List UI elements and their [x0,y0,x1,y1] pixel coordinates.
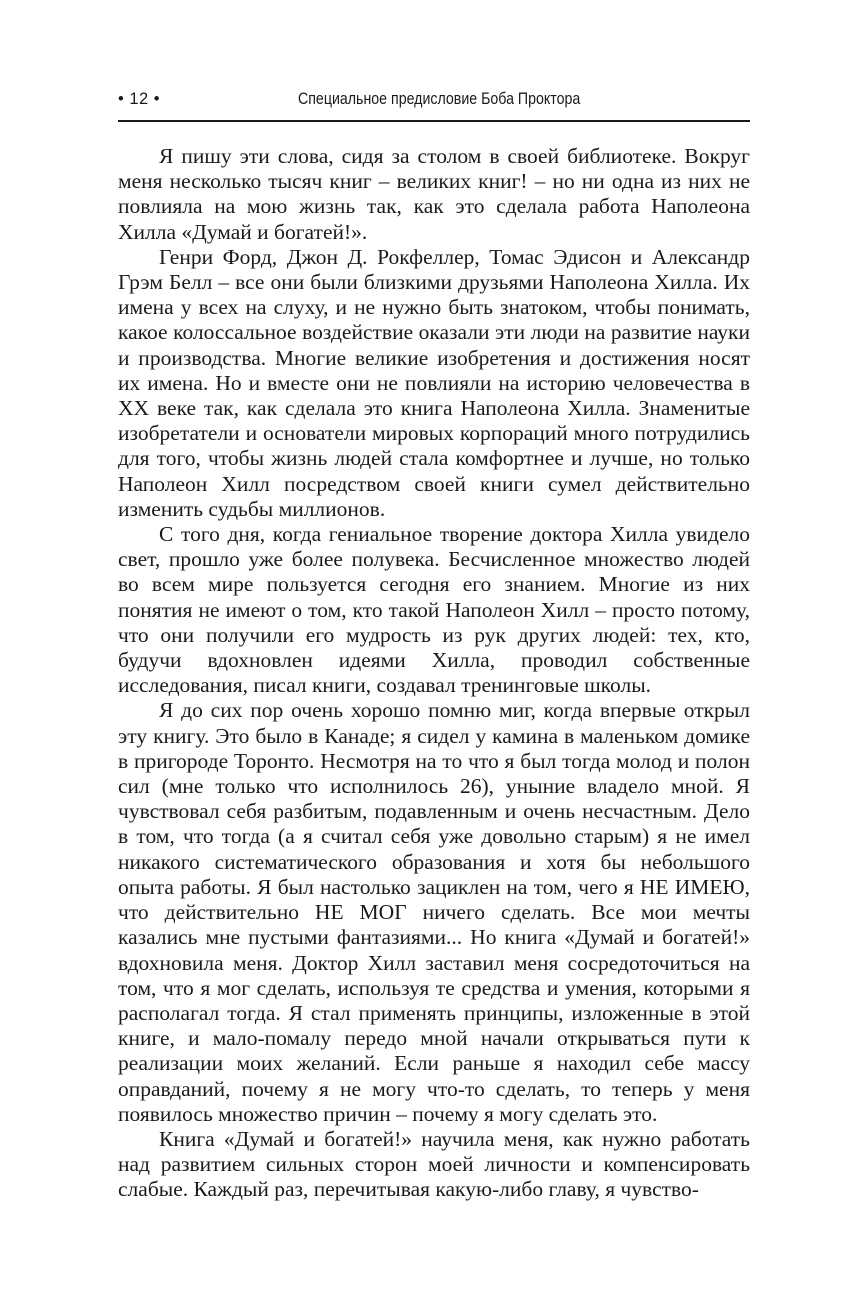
body-text [118,144,750,1203]
header-rule [118,120,750,122]
paragraph-1: Я пишу эти слова, сидя за столом в своей библиотеке. Вокруг меня несколько тысяч книг – великих книг! – но ни одна из них не повлияла на мою жизнь так, как это сделала работа Наполеона Хилла «Думай и богатей!». [118,144,750,244]
running-title: Специальное предисловие Боба Проктора [298,90,581,108]
paragraph-4: Я до сих пор очень хорошо помню миг, когда впервые открыл эту книгу. Это было в Канаде; я сидел у камина в маленьком домике в пригороде Торонто. Несмотря на то что я был тогда молод и полон сил (мне только что исполнилось 26), уныние владело мной. Я чувствовал себя разбитым, подавленным и очень несчастным. Дело в том, что тогда (а я считал себя уже довольно старым) я не имел никакого систематического образования и хотя бы небольшого опыта работы. Я был настолько зациклен на том, чего я НЕ ИМЕЮ, что действительно НЕ МОГ ничего сделать. Все мои мечты казались мне пустыми фантазиями... Но книга «Думай и богатей!» вдохновила меня. Доктор Хилл заставил меня сосредоточиться на том, что я мог сделать, используя те средства и умения, которыми я располагал тогда. Я стал применять принципы, изложенные в этой книге, и мало-помалу передо мной начали открываться пути к реализации моих желаний. Если раньше я находил себе массу оправданий, почему я не могу что-то сделать, то теперь у меня появилось множество причин – почему я могу сделать это. [118,698,750,1126]
paragraph-5: Книга «Думай и богатей!» научила меня, как нужно работать над развитием сильных сторон моей личности и компенсировать слабые. Каждый раз, перечитывая какую-либо главу, я чувство- [118,1126,750,1202]
page-number: • 12 • [118,90,161,108]
paragraph-2: Генри Форд, Джон Д. Рокфеллер, Томас Эдисон и Александр Грэм Белл – все они были близкими друзьями Наполеона Хилла. Их имена у всех на слуху, и не нужно быть знатоком, чтобы понимать, какое колоссальное воздействие оказали эти люди на развитие науки и производства. Многие великие изобретения и достижения носят их имена. Но и вместе они не повлияли на историю человечества в ХХ веке так, как сделала это книга Наполеона Хилла. Знаменитые изобретатели и основатели мировых корпораций много потрудились для того, чтобы жизнь людей стала комфортнее и лучше, но только Наполеон Хилл посредством своей книги сумел действительно изменить судьбы миллионов. [118,244,750,521]
paragraph-3: С того дня, когда гениальное творение доктора Хилла увидело свет, прошло уже более полувека. Бесчисленное множество людей во всем мире пользуется сегодня его знанием. Многие из них понятия не имеют о том, кто такой Наполеон Хилл – просто потому, что они получили его мудрость из рук других людей: тех, кто, будучи вдохновлен идеями Хилла, проводил собственные исследования, писал книги, создавал тренинговые школы. [118,522,750,698]
running-head [118,88,750,116]
